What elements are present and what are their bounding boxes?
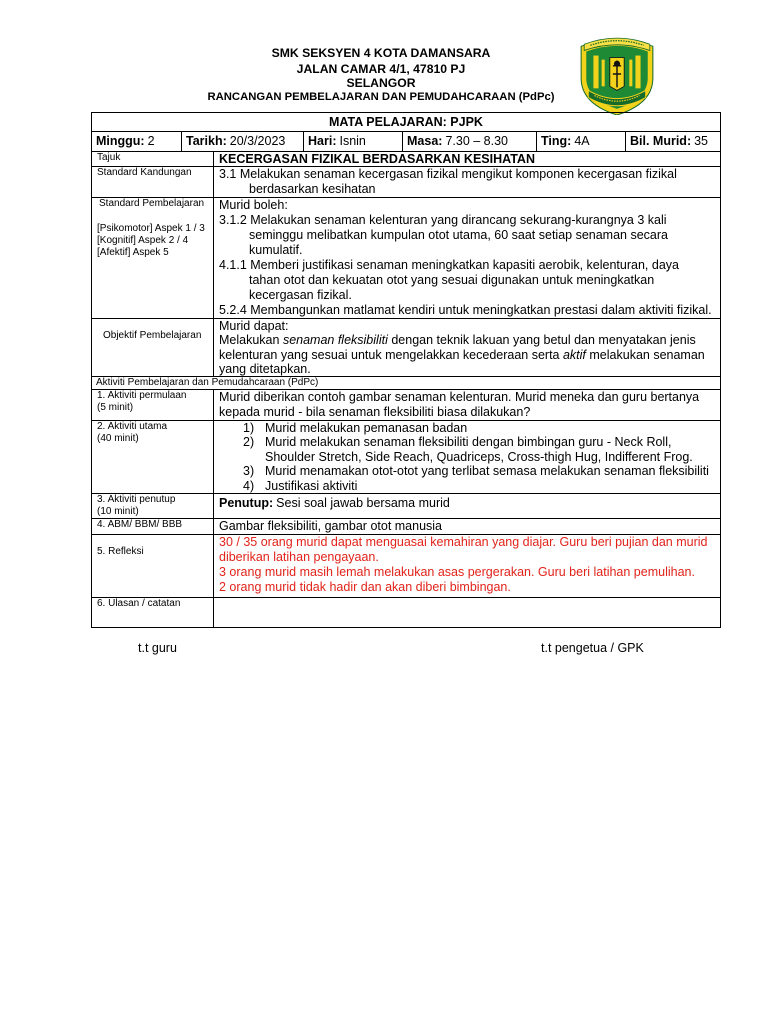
refleksi-line: 3 orang murid masih lemah melakukan asas pergerakan. Guru beri latihan pemulihan.	[219, 565, 695, 579]
ulasan-content-cell	[213, 597, 721, 628]
list-number: 4)	[243, 478, 255, 493]
objektif-text: melakukan senaman	[585, 347, 705, 362]
objektif-label: Objektif Pembelajaran	[103, 330, 202, 341]
subject-title: MATA PELAJARAN: PJPK	[329, 115, 483, 129]
objektif-text: kelenturan yang sesuai untuk mengelakkan kecederaan serta	[219, 347, 563, 362]
bil-murid-label: Bil. Murid:	[630, 134, 692, 148]
permulaan-label: 1. Aktiviti permulaan	[97, 390, 187, 401]
standard-pembelajaran-label: Standard Pembelajaran	[99, 198, 205, 209]
standard-pembelajaran-label-cell	[91, 197, 214, 319]
objektif-label-cell	[91, 318, 214, 377]
abm-label-cell	[91, 518, 214, 535]
list-item	[219, 435, 720, 449]
utama-content-cell	[213, 420, 721, 494]
list-text: Murid melakukan pemanasan badan	[265, 421, 468, 435]
standard-kandungan-line: berdasarkan kesihatan	[249, 182, 376, 196]
aspect-kognitif: [Kognitif] Aspek 2 / 4	[97, 235, 189, 246]
list-text: Murid melakukan senaman fleksibiliti dengan bimbingan guru - Neck Roll,	[265, 435, 672, 450]
objektif-italic-text: aktif	[562, 347, 586, 362]
masa-label: Masa:	[407, 134, 443, 148]
objektif-line: yang ditetapkan.	[219, 361, 311, 376]
abm-content-cell	[213, 518, 721, 535]
refleksi-label: 5. Refleksi	[97, 546, 144, 557]
aktiviti-header: Aktiviti Pembelajaran dan Pemudahcaraan (PdPc)	[96, 377, 319, 388]
tajuk-content-cell	[213, 151, 721, 167]
tajuk-value: KECERGASAN FIZIKAL BERDASARKAN KESIHATAN	[219, 152, 535, 166]
standard-pembelajaran-line: 4.1.1 Memberi justifikasi senaman meningkatkan kapasiti aerobik, kelenturan, daya	[219, 258, 679, 272]
school-crest-icon	[576, 33, 658, 115]
masa-cell	[402, 131, 537, 152]
tarikh-label: Tarikh:	[186, 134, 227, 148]
refleksi-line: diberikan latihan pengayaan.	[219, 550, 379, 564]
permulaan-duration: (5 minit)	[97, 402, 134, 413]
minggu-label: Minggu:	[96, 134, 145, 148]
signature-guru: t.t guru	[138, 641, 177, 655]
list-item-continuation: Shoulder Stretch, Side Reach, Quadriceps, Cross-thigh Hug, Indifferent Frog.	[265, 449, 693, 464]
document-title: RANCANGAN PEMBELAJARAN DAN PEMUDAHCARAAN (PdPc)	[207, 91, 555, 103]
abm-text: Gambar fleksibiliti, gambar otot manusia	[219, 519, 443, 533]
ting-value: 4A	[574, 134, 590, 148]
ulasan-label-cell	[91, 597, 214, 628]
list-number: 1)	[243, 421, 255, 435]
utama-label: 2. Aktiviti utama	[97, 421, 168, 432]
bil-murid-cell	[625, 131, 721, 152]
objektif-content-cell	[213, 318, 721, 377]
tajuk-label: Tajuk	[97, 152, 121, 163]
tajuk-label-cell	[91, 151, 214, 167]
school-state: SELANGOR	[346, 76, 416, 90]
tarikh-value: 20/3/2023	[229, 134, 286, 148]
permulaan-label-cell	[91, 389, 214, 421]
utama-label-cell	[91, 420, 214, 494]
masa-value: 7.30 – 8.30	[445, 134, 508, 148]
standard-pembelajaran-line: kecergasan fizikal.	[249, 288, 352, 302]
bil-murid-value: 35	[694, 134, 709, 148]
aktiviti-header-cell	[91, 376, 721, 390]
hari-label: Hari:	[308, 134, 337, 148]
objektif-text: dengan teknik lakuan yang betul dan menyatakan jenis	[387, 333, 696, 348]
standard-pembelajaran-line: 5.2.4 Membangunkan matlamat kendiri untuk meningkatkan prestasi dalam aktiviti fizikal.	[219, 303, 712, 317]
list-item	[219, 421, 720, 435]
penutup-label-cell	[91, 493, 214, 519]
standard-pembelajaran-line: Murid boleh:	[219, 198, 288, 212]
minggu-value: 2	[147, 134, 155, 148]
objektif-text: Melakukan	[219, 333, 283, 348]
objektif-line	[219, 348, 720, 362]
aspect-psikomotor: [Psikomotor] Aspek 1 / 3	[97, 223, 205, 234]
refleksi-line: 30 / 35 orang murid dapat menguasai kemahiran yang diajar. Guru beri pujian dan murid	[219, 535, 708, 549]
abm-label: 4. ABM/ BBM/ BBB	[97, 519, 183, 530]
aspect-afektif: [Afektif] Aspek 5	[97, 247, 169, 258]
list-text: Justifikasi aktiviti	[265, 478, 358, 493]
standard-kandungan-label-cell	[91, 166, 214, 198]
list-item	[219, 479, 720, 493]
standard-kandungan-content-cell	[213, 166, 721, 198]
ting-cell	[536, 131, 626, 152]
standard-pembelajaran-content-cell	[213, 197, 721, 319]
refleksi-line: 2 orang murid tidak hadir dan akan diberi bimbingan.	[219, 580, 511, 594]
tarikh-cell	[181, 131, 304, 152]
signature-pengetua: t.t pengetua / GPK	[541, 641, 644, 655]
standard-pembelajaran-line: 3.1.2 Melakukan senaman kelenturan yang dirancang sekurang-kurangnya 3 kali	[219, 213, 667, 227]
standard-pembelajaran-line: kumulatif.	[249, 243, 303, 257]
permulaan-line: kepada murid - bila senaman fleksibiliti biasa dilakukan?	[219, 405, 531, 419]
permulaan-line: Murid diberikan contoh gambar senaman kelenturan. Murid meneka dan guru bertanya	[219, 390, 700, 404]
list-number: 3)	[243, 464, 255, 479]
refleksi-label-cell	[91, 534, 214, 598]
list-text: Murid menamakan otot-otot yang terlibat semasa melakukan senaman fleksibiliti	[265, 464, 709, 479]
penutup-heading: Penutup:	[219, 496, 274, 510]
minggu-cell	[91, 131, 182, 152]
objektif-line	[219, 333, 720, 347]
subject-cell	[91, 112, 721, 132]
list-item	[219, 464, 720, 478]
permulaan-content-cell	[213, 389, 721, 421]
objektif-italic-text: senaman fleksibiliti	[282, 333, 388, 348]
hari-value: Isnin	[339, 134, 366, 148]
objektif-intro: Murid dapat:	[219, 319, 289, 333]
standard-pembelajaran-line: tahan otot dan kekuatan otot yang sesuai digunakan untuk meningkatkan	[249, 273, 655, 287]
standard-kandungan-line: 3.1 Melakukan senaman kecergasan fizikal mengikut komponen kecergasan fizikal	[219, 167, 677, 181]
penutup-label: 3. Aktiviti penutup	[97, 494, 176, 505]
penutup-duration: (10 minit)	[97, 506, 139, 517]
standard-pembelajaran-line: seminggu melibatkan kumpulan otot utama, 60 saat setiap senaman secara	[249, 228, 668, 242]
list-number: 2)	[243, 435, 255, 450]
ulasan-label: 6. Ulasan / catatan	[97, 598, 181, 609]
standard-kandungan-label: Standard Kandungan	[97, 167, 192, 178]
penutup-content-cell	[213, 493, 721, 519]
school-address: JALAN CAMAR 4/1, 47810 PJ	[296, 62, 466, 76]
refleksi-content-cell	[213, 534, 721, 598]
utama-duration: (40 minit)	[97, 433, 139, 444]
penutup-text: Sesi soal jawab bersama murid	[276, 496, 450, 510]
school-name: SMK SEKSYEN 4 KOTA DAMANSARA	[271, 46, 491, 60]
ting-label: Ting:	[541, 134, 572, 148]
hari-cell	[303, 131, 403, 152]
